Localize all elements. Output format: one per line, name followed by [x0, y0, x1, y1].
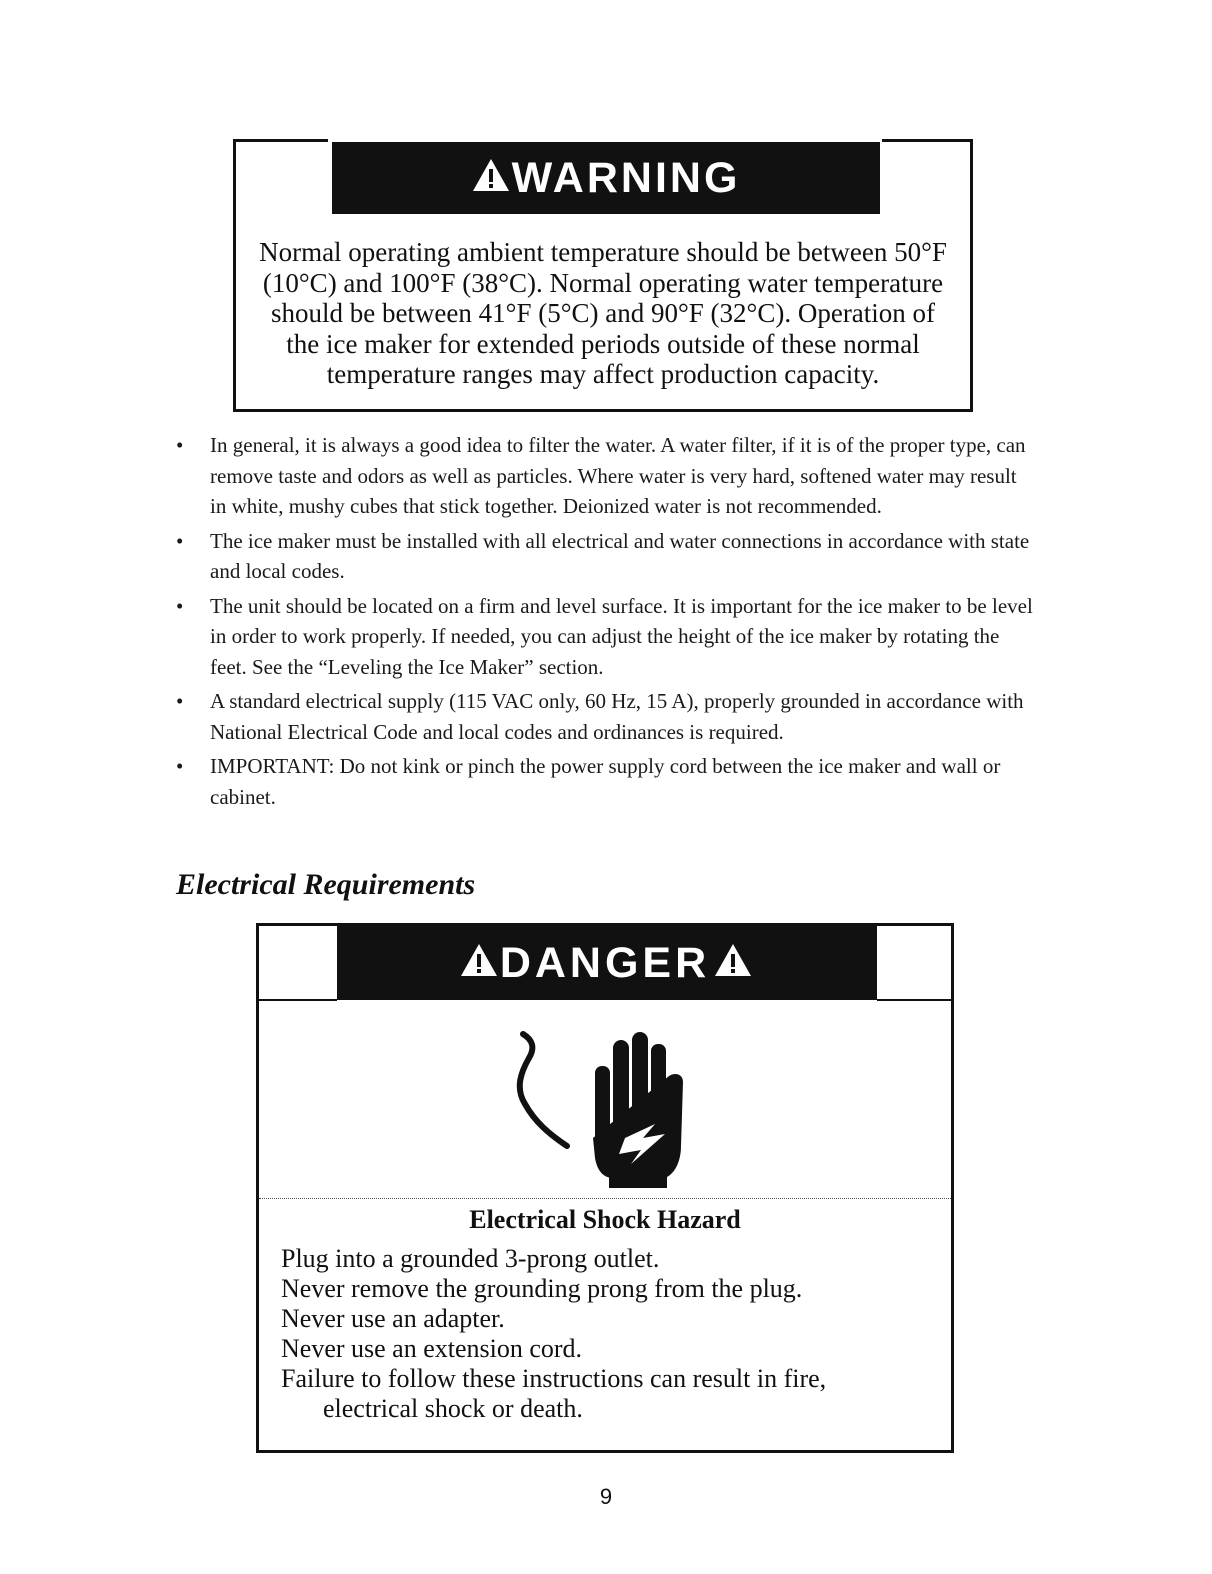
requirements-list: [176, 430, 1036, 816]
list-item: • The ice maker must be installed with all electrical and water connections in accordance with state and local codes.: [176, 526, 1036, 587]
bullet-icon: •: [176, 754, 184, 778]
list-item: • A standard electrical supply (115 VAC only, 60 Hz, 15 A), properly grounded in accordance with National Electrical Code and local codes and ordinances is required.: [176, 686, 1036, 747]
electric-shock-hand-icon: [505, 1026, 705, 1196]
list-item: • IMPORTANT: Do not kink or pinch the power supply cord between the ice maker and wall or cabinet.: [176, 751, 1036, 812]
danger-header: [337, 926, 877, 1000]
bullet-icon: •: [176, 593, 184, 618]
list-item: • In general, it is always a good idea to filter the water. A water filter, if it is of the proper type, can remove taste and odors as well as particles. Where water is very hard, softened water may result in white, mushy cubes that stick together. Deionized water is not recommended.: [176, 430, 1036, 522]
warning-triangle-icon: [714, 939, 752, 988]
warning-header: [332, 142, 880, 214]
warning-box: [233, 139, 973, 412]
danger-header-text: DANGER: [499, 938, 711, 987]
hazard-title: Electrical Shock Hazard: [469, 1205, 741, 1234]
warning-text: Normal operating ambient temperature should be between 50°F (10°C) and 100°F (38°C). Normal operating water temperature should be between 41°F (5°C) and 90°F (32°C). Operation of the ice maker for extended periods outside of these normal temperature ranges may affect production capacity.: [259, 237, 947, 389]
list-item: • The unit should be located on a firm and level surface. It is important for the ice maker to be level in order to work properly. If needed, you can adjust the height of the ice maker by rotating the feet. See the “Leveling the Ice Maker” section.: [176, 591, 1036, 683]
bullet-icon: •: [176, 689, 184, 713]
danger-box: [256, 923, 954, 1453]
warning-triangle-icon: [460, 939, 498, 988]
section-heading: Electrical Requirements: [176, 868, 476, 901]
bullet-icon: •: [176, 528, 184, 553]
page-number: 9: [599, 1484, 613, 1509]
bullet-icon: •: [176, 433, 184, 457]
hazard-instructions: Plug into a grounded 3-prong outlet. Never remove the grounding prong from the plug. Never use an adapter. Never use an extension cord. Failure to follow these instructions can result in fire, electrical shock or death.: [281, 1244, 827, 1423]
warning-triangle-icon: [472, 154, 510, 203]
warning-header-text: WARNING: [511, 153, 741, 202]
